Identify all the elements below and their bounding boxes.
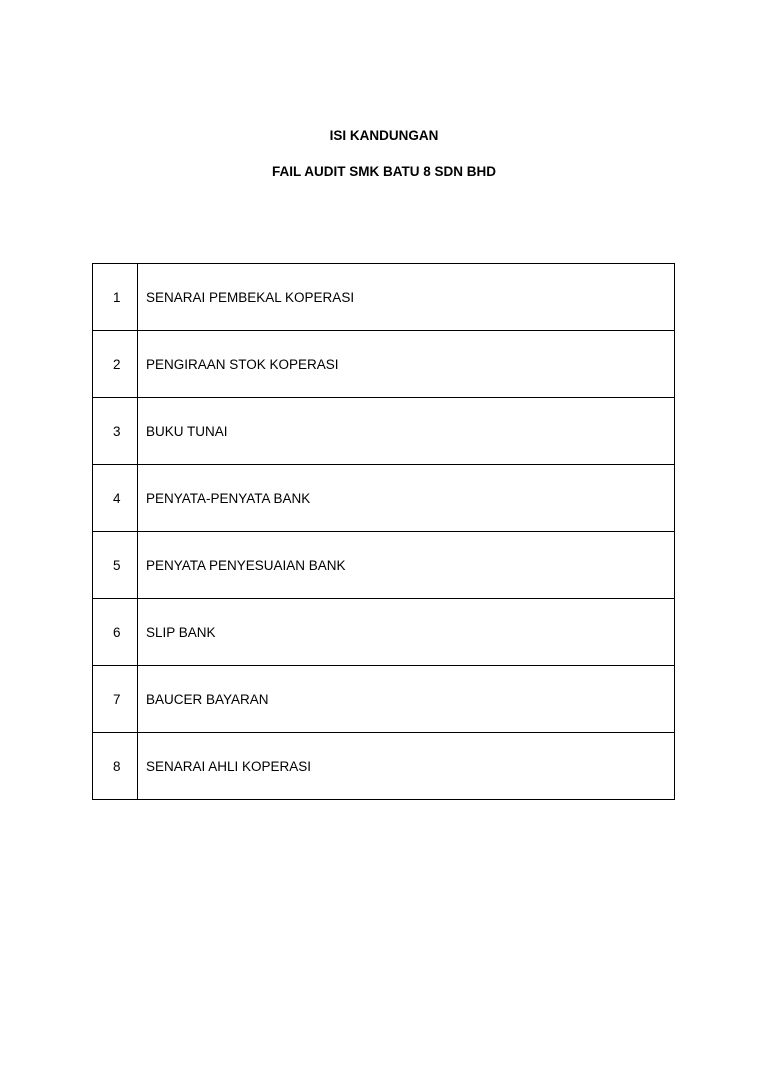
row-number: 4	[93, 465, 138, 532]
contents-table	[92, 263, 675, 800]
row-label: SENARAI AHLI KOPERASI	[138, 733, 675, 800]
page-subtitle: FAIL AUDIT SMK BATU 8 SDN BHD	[271, 164, 496, 179]
row-number: 3	[93, 398, 138, 465]
table-row	[93, 465, 675, 532]
table-row	[93, 599, 675, 666]
row-number: 1	[93, 264, 138, 331]
row-label: PENGIRAAN STOK KOPERASI	[138, 331, 675, 398]
row-label: BUKU TUNAI	[138, 398, 675, 465]
row-label: PENYATA-PENYATA BANK	[138, 465, 675, 532]
table-row	[93, 331, 675, 398]
table-row	[93, 532, 675, 599]
table-row	[93, 666, 675, 733]
table-row	[93, 264, 675, 331]
row-label: PENYATA PENYESUAIAN BANK	[138, 532, 675, 599]
row-number: 2	[93, 331, 138, 398]
row-number: 7	[93, 666, 138, 733]
row-number: 8	[93, 733, 138, 800]
row-label: SLIP BANK	[138, 599, 675, 666]
row-number: 5	[93, 532, 138, 599]
page-title: ISI KANDUNGAN	[329, 128, 439, 143]
table-row	[93, 398, 675, 465]
row-number: 6	[93, 599, 138, 666]
table-row	[93, 733, 675, 800]
row-label: SENARAI PEMBEKAL KOPERASI	[138, 264, 675, 331]
row-label: BAUCER BAYARAN	[138, 666, 675, 733]
